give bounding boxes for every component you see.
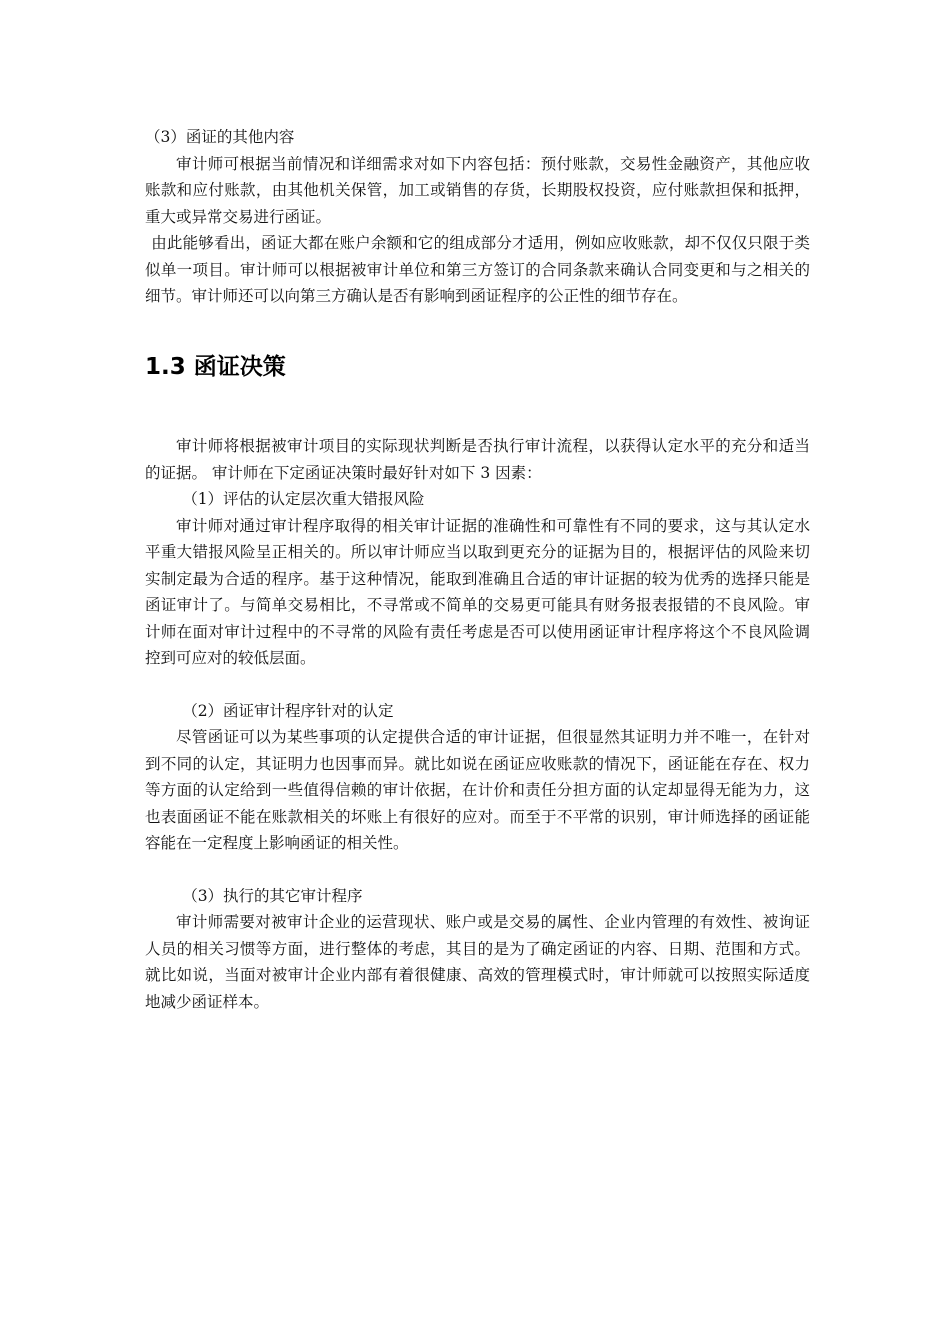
subheading-other-content: （3）函证的其他内容: [145, 128, 295, 146]
section-decision: [145, 433, 810, 1015]
section-top: [145, 124, 810, 310]
factor-body: 审计师需要对被审计企业的运营现状、账户或是交易的属性、企业内管理的有效性、被询证人员的相关习惯等方面，进行整体的考虑，其目的是为了确定函证的内容、日期、范围和方式。就比如说，当面对被审计企业内部有着很健康、高效的管理模式时，审计师就可以按照实际适度地减少函证样本。: [145, 913, 810, 1011]
factor-body: 审计师对通过审计程序取得的相关审计证据的准确性和可靠性有不同的要求，这与其认定水平重大错报风险呈正相关的。所以审计师应当以取到更充分的证据为目的，根据评估的风险来切实制定最为合适的程序。基于这种情况，能取到准确且合适的审计证据的较为优秀的选择只能是函证审计了。与简单交易相比，不寻常或不简单的交易更可能具有财务报表报错的不良风险。审计师在面对审计过程中的不寻常的风险有责任考虑是否可以使用函证审计程序将这个不良风险调控到可应对的较低层面。: [145, 516, 810, 667]
paragraph: 由此能够看出，函证大都在账户余额和它的组成部分才适用，例如应收账款，却不仅仅只限于类似单一项目。审计师可以根据被审计单位和第三方签订的合同条款来确认合同变更和与之相关的细节。审计师还可以向第三方确认是否有影响到函证程序的公正性的细节存在。: [145, 234, 810, 305]
factor-title: （1）评估的认定层次重大错报风险: [182, 490, 425, 508]
factor-title: （3）执行的其它审计程序: [182, 886, 363, 905]
factor-title: （2）函证审计程序针对的认定: [182, 701, 394, 720]
factor-body: 尽管函证可以为某些事项的认定提供合适的审计证据，但很显然其证明力并不唯一，在针对到不同的认定，其证明力也因事而异。就比如说在函证应收账款的情况下，函证能在存在、权力等方面的认定给到一些值得信赖的审计依据，在计价和责任分担方面的认定却显得无能为力，这也表面函证不能在账款相关的坏账上有很好的应对。而至于不平常的识别，审计师选择的函证能容能在一定程度上影响函证的相关性。: [145, 728, 810, 852]
intro-paragraph: 审计师将根据被审计项目的实际现状判断是否执行审计流程，以获得认定水平的充分和适当的证据。 审计师在下定函证决策时最好针对如下 3 因素：: [145, 437, 810, 482]
section-heading: 1.3 函证决策: [145, 354, 286, 380]
paragraph: 审计师可根据当前情况和详细需求对如下内容包括：预付账款，交易性金融资产，其他应收账款和应付账款，由其他机关保管，加工或销售的存货，长期股权投资，应付账款担保和抵押，重大或异常交易进行函证。: [145, 154, 810, 226]
